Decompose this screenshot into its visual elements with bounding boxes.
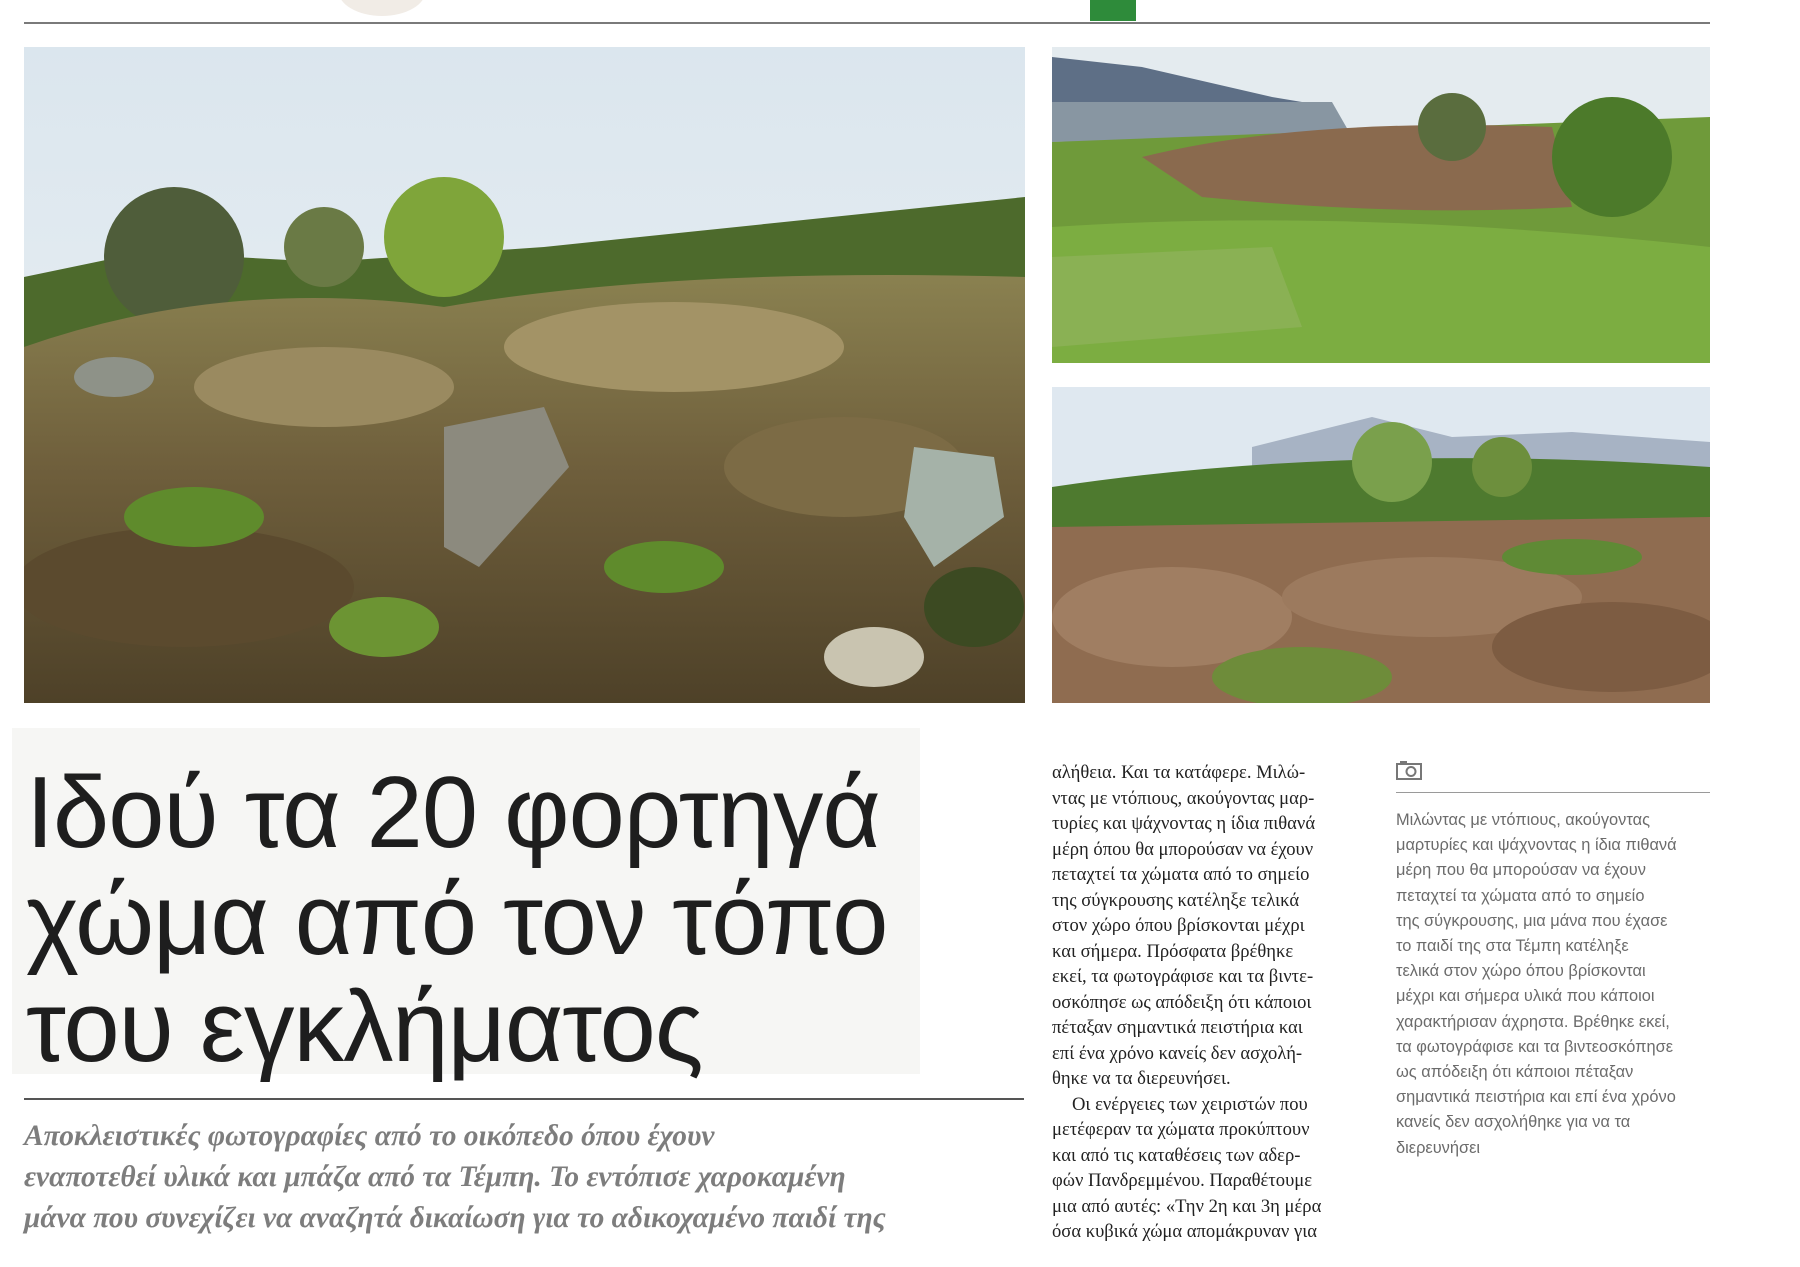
top-rule — [24, 22, 1710, 24]
body-line: πέταξαν σημαντικά πειστήρια και — [1052, 1017, 1303, 1038]
caption-line: πεταχτεί τα χώματα από το σημείο — [1396, 886, 1645, 905]
body-line: μέρη όπου θα μπορούσαν να έχουν — [1052, 838, 1314, 860]
caption-line: διερευνήσει — [1396, 1138, 1481, 1157]
article-body-column — [1052, 760, 1367, 1245]
caption-line: μέρη που θα μπορούσαν να έχουν — [1396, 861, 1646, 880]
headline-line: του εγκλήματος — [26, 971, 703, 1083]
headline-line: Ιδού τα 20 φορτηγά — [26, 757, 880, 869]
caption-line: τα φωτογράφισε και τα βιντεοσκόπησε — [1396, 1037, 1674, 1056]
top-strip — [0, 0, 1800, 24]
body-line: επί ένα χρόνο κανείς δεν ασχολή- — [1052, 1042, 1303, 1064]
caption-line: μαρτυρίες και ψάχνοντας η ίδια πιθανά — [1396, 836, 1677, 855]
body-line: στον χώρο όπου βρίσκονται μέχρι — [1052, 915, 1305, 936]
body-line: εκεί, τα φωτογράφισε και τα βιντε- — [1052, 966, 1314, 987]
body-line: όσα κυβικά χώμα απομάκρυναν για — [1052, 1221, 1317, 1242]
body-line: θηκε να τα διερευνήσει. — [1052, 1068, 1231, 1089]
deck-line: εναποτεθεί υλικά και μπάζα από τα Τέμπη. Το εντόπισε χαροκαμένη — [24, 1161, 846, 1193]
body-line: οσκόπησε ως απόδειξη ότι κάποιοι — [1052, 991, 1312, 1013]
caption-line: Μιλώντας με ντόπιους, ακούγοντας — [1396, 811, 1650, 829]
photo-caption — [1396, 808, 1726, 1161]
caption-line: ως απόδειξη ότι κάποιοι πέταξαν — [1396, 1063, 1634, 1082]
headline — [26, 757, 926, 1083]
body-line: της σύγκρουσης κατέληξε τελικά — [1052, 889, 1300, 911]
body-line: φών Πανδρεμμένου. Παραθέτουμε — [1052, 1170, 1313, 1191]
heart-graphic — [330, 0, 560, 22]
body-line: αλήθεια. Και τα κατάφερε. Μιλώ- — [1052, 762, 1306, 783]
body-line: και σήμερα. Πρόσφατα βρέθηκε — [1052, 940, 1294, 962]
caption-rule — [1396, 792, 1710, 793]
body-line: μια από αυτές: «Την 2η και 3η μέρα — [1052, 1195, 1322, 1217]
caption-line: το παιδί της στα Τέμπη κατέληξε — [1396, 937, 1629, 956]
deck-line: μάνα που συνεχίζει να αναζητά δικαίωση για το αδικοχαμένο παιδί της — [24, 1202, 886, 1234]
body-line: πεταχτεί τα χώματα από το σημείο — [1052, 864, 1310, 885]
photo-rubble-field-landscape — [1052, 387, 1710, 703]
headline-line: χώμα από τον τόπο — [26, 864, 888, 976]
caption-line: κανείς δεν ασχολήθηκε για να τα — [1396, 1113, 1631, 1132]
body-line: μετέφεραν τα χώματα προκύπτουν — [1052, 1119, 1310, 1140]
deck-subheading — [24, 1116, 1024, 1239]
body-line: και από τις καταθέσεις των αδερ- — [1052, 1144, 1301, 1166]
photo-dirt-mounds-field — [1052, 47, 1710, 363]
camera-icon — [1396, 760, 1422, 780]
caption-line: χαρακτήρισαν άχρηστα. Βρέθηκε εκεί, — [1396, 1012, 1670, 1031]
flag-green-band — [1090, 0, 1136, 21]
caption-line: της σύγκρουσης, μια μάνα που έχασε — [1396, 911, 1668, 930]
headline-rule — [24, 1098, 1024, 1100]
deck-line: Αποκλειστικές φωτογραφίες από το οικόπεδο όπου έχουν — [24, 1120, 715, 1152]
body-line: ντας με ντόπιους, ακούγοντας μαρ- — [1052, 787, 1315, 809]
caption-line: μέχρι και σήμερα υλικά που κάποιοι — [1396, 987, 1655, 1006]
body-line: Οι ενέργειες των χειριστών που — [1072, 1093, 1308, 1115]
caption-line: τελικά στον χώρο όπου βρίσκονται — [1396, 962, 1646, 981]
caption-line: σημαντικά πειστήρια και επί ένα χρόνο — [1396, 1088, 1676, 1107]
photo-rubble-closeup — [24, 47, 1025, 703]
body-line: τυρίες και ψάχνοντας η ίδια πιθανά — [1052, 813, 1316, 834]
